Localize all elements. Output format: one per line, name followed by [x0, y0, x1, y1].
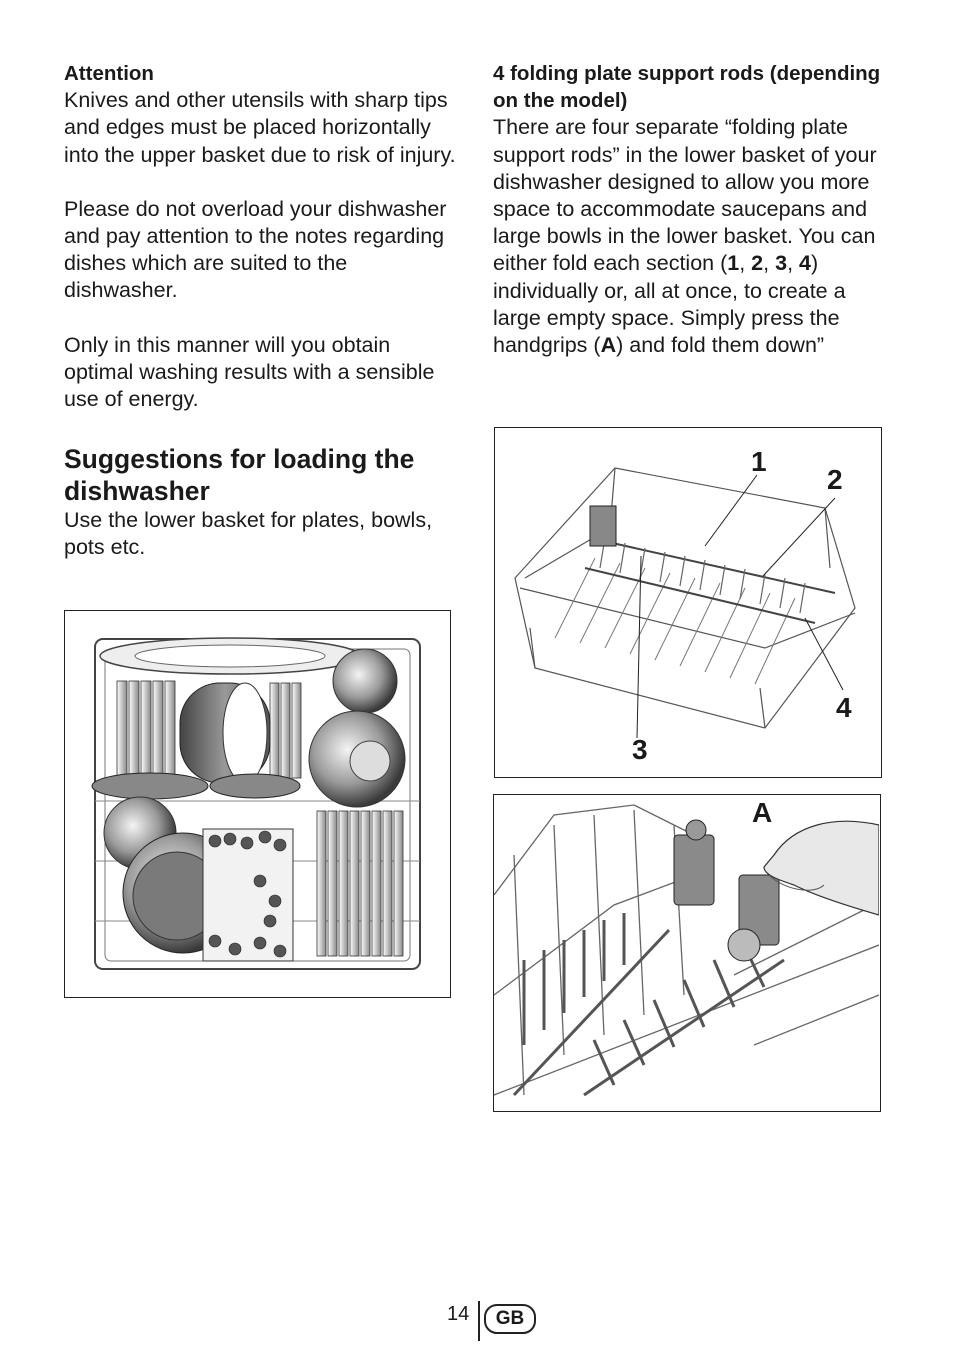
callout-3: 3 [632, 734, 648, 765]
folding-rods-title: 4 folding plate support rods (depending on the model) [493, 62, 881, 113]
handgrip-figure [493, 794, 881, 1112]
attention-title: Attention [64, 62, 154, 85]
attention-text: Knives and other utensils with sharp tips and edges must be placed horizontally into the upper basket due to risk of injury. [64, 88, 456, 167]
callout-A: A [752, 797, 773, 828]
callout-2: 2 [827, 464, 843, 495]
energy-paragraph: Only in this manner will you obtain optimal washing results with a sensible use of energy. [64, 332, 435, 412]
page-number: 14 [447, 1303, 470, 1325]
footer-divider [478, 1301, 480, 1341]
left-column [64, 60, 464, 562]
page-footer [447, 1303, 525, 1329]
right-column [493, 60, 893, 359]
overload-paragraph: Please do not overload your dishwasher and pay attention to the notes regarding dishes which are suited to the dishwasher. [64, 196, 447, 303]
callout-1: 1 [751, 446, 767, 477]
folding-rods-figure [494, 427, 882, 778]
language-badge: GB [484, 1304, 536, 1334]
loading-heading: Suggestions for loading the dishwasher [64, 444, 415, 507]
loading-text: Use the lower basket for plates, bowls, pots etc. [64, 508, 433, 560]
callout-4: 4 [836, 692, 852, 723]
folding-rods-text: There are four separate “folding plate support rods” in the lower basket of your dishwasher designed to allow you more space to accommodate saucepans and large bowls in the lower basket. You can either fold each section (1, 2, 3, 4) individually or, all at once, to create a large empty space. Simply press the handgrips (A) and fold them down” [493, 115, 877, 358]
loaded-basket-figure [64, 610, 451, 998]
